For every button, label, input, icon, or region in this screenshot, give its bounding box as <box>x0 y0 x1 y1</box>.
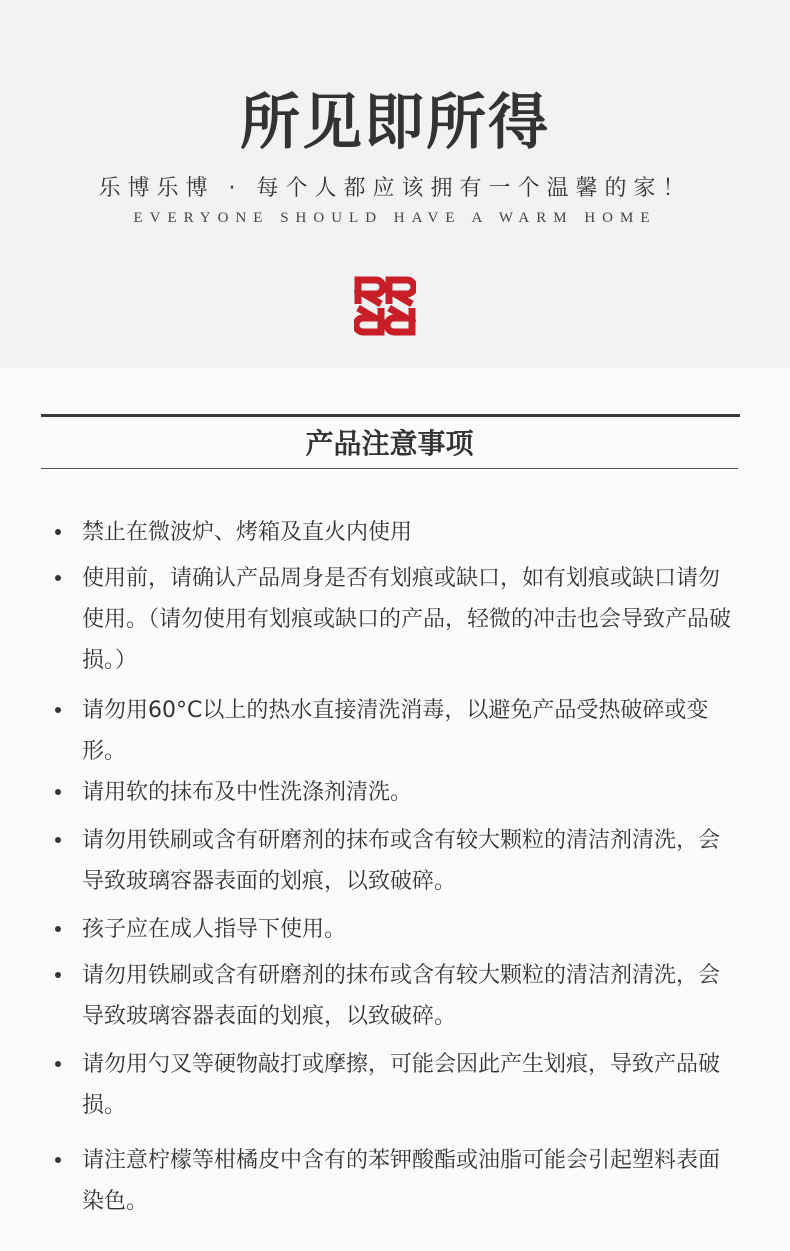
note-item <box>82 955 732 1037</box>
note-item <box>82 772 732 813</box>
bullet-icon <box>55 837 61 843</box>
section-title: 产品注意事项 <box>305 427 474 460</box>
bullet-icon <box>55 926 61 932</box>
note-item <box>82 1044 732 1126</box>
bullet-icon <box>55 789 61 795</box>
note-text: 孩子应在成人指导下使用。 <box>82 917 347 942</box>
bullet-icon <box>55 972 61 978</box>
hero-slogan: 乐博乐博 · 每个人都应该拥有一个温馨的家！ <box>98 176 692 201</box>
note-item <box>82 558 732 681</box>
note-text: 使用前，请确认产品周身是否有划痕或缺口，如有划痕或缺口请勿使用。（请勿使用有划痕或缺口的产品，轻微的冲击也会导致产品破损。） <box>82 566 732 673</box>
note-item <box>82 690 732 772</box>
note-text: 请勿用铁刷或含有研磨剂的抹布或含有较大颗粒的清洁剂清洗，会导致玻璃容器表面的划痕，以致破碎。 <box>82 828 721 894</box>
hero-slogan-english: EVERYONE SHOULD HAVE A WARM HOME <box>133 210 657 226</box>
bullet-icon <box>55 707 61 713</box>
note-text: 请勿用铁刷或含有研磨剂的抹布或含有较大颗粒的清洁剂清洗，会导致玻璃容器表面的划痕，以致破碎。 <box>82 963 721 1029</box>
section-rule-bottom <box>41 468 738 469</box>
section-rule-top <box>41 414 740 417</box>
hero-banner <box>0 0 790 368</box>
note-item <box>82 820 732 902</box>
bullet-icon <box>55 529 61 535</box>
bullet-icon <box>55 1061 61 1067</box>
note-item <box>82 1140 732 1222</box>
note-text: 禁止在微波炉、烤箱及直火内使用 <box>82 520 413 545</box>
note-text: 请勿用勺叉等硬物敲打或摩擦，可能会因此产生划痕，导致产品破损。 <box>82 1052 721 1118</box>
hero-title: 所见即所得 <box>240 88 550 158</box>
rr-brand-logo-icon <box>354 276 416 336</box>
note-text: 请注意柠檬等柑橘皮中含有的苯钾酸酯或油脂可能会引起塑料表面染色。 <box>82 1148 721 1214</box>
bullet-icon <box>55 1157 61 1163</box>
note-text: 请用软的抹布及中性洗涤剂清洗。 <box>82 780 413 805</box>
note-item <box>82 909 732 950</box>
note-text: 请勿用60°C以上的热水直接清洗消毒，以避免产品受热破碎或变形。 <box>82 698 709 764</box>
note-item <box>82 512 732 553</box>
bullet-icon <box>55 575 61 581</box>
